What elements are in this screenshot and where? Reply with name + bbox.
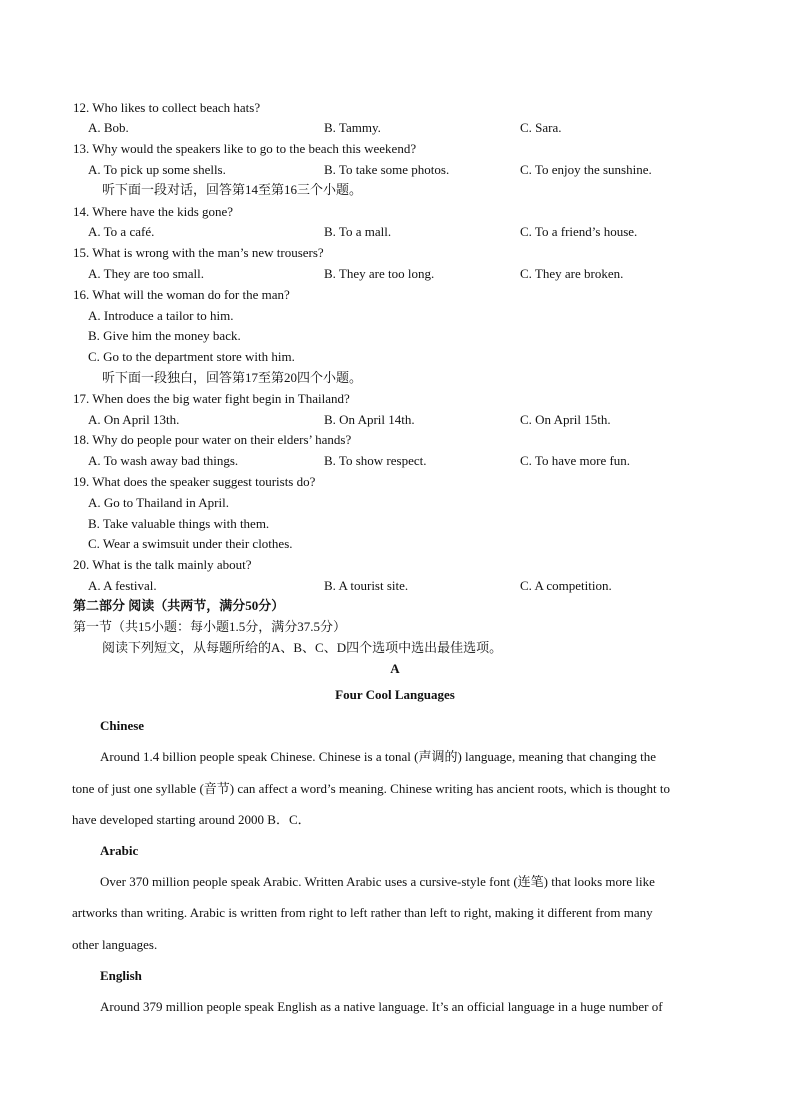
q17-option-a: A. On April 13th. [88,412,180,427]
q14-option-c: C. To a friend’s house. [520,224,638,239]
question-15: 15. What is wrong with the man’s new trousers? [73,245,324,260]
heading-english: English [100,968,142,983]
reading-directions: 阅读下列短文，从每题所给的A、B、C、D四个选项中选出最佳选项。 [102,640,503,655]
question-20: 20. What is the talk mainly about? [73,557,252,572]
q13-option-b: B. To take some photos. [324,162,450,177]
q15-option-c: C. They are broken. [520,266,624,281]
section-one-title: 第一节（共15小题：每小题1.5分，满分37.5分） [73,619,347,634]
heading-arabic: Arabic [100,843,139,858]
instruction-monologue-17-20: 听下面一段独白，回答第17至第20四个小题。 [102,370,363,385]
q12-option-c: C. Sara. [520,120,562,135]
paragraph-line: other languages. [72,937,158,952]
paragraph-line: artworks than writing. Arabic is written from right to left rather than left to right, making it different from many [72,905,653,920]
passage-title: Four Cool Languages [335,687,455,702]
paragraph-line: Around 1.4 billion people speak Chinese. Chinese is a tonal (声调的) language, meaning that changing the [100,749,656,764]
q20-option-b: B. A tourist site. [324,578,409,593]
q12-option-b: B. Tammy. [324,120,381,135]
question-19: 19. What does the speaker suggest tourists do? [73,474,316,489]
paragraph-line: tone of just one syllable (音节) can affect a word’s meaning. Chinese writing has ancient roots, which is thought to [72,781,670,796]
part-two-title: 第二部分 阅读（共两节，满分50分） [73,598,285,613]
q18-option-b: B. To show respect. [324,453,427,468]
q19-option-b: B. Take valuable things with them. [88,516,270,531]
q12-option-a: A. Bob. [88,120,129,135]
q18-option-c: C. To have more fun. [520,453,631,468]
instruction-dialog-14-16: 听下面一段对话，回答第14至第16三个小题。 [102,182,363,197]
q20-option-a: A. A festival. [88,578,157,593]
q16-option-c: C. Go to the department store with him. [88,349,295,364]
question-18: 18. Why do people pour water on their elders’ hands? [73,432,352,447]
question-17: 17. When does the big water fight begin in Thailand? [73,391,350,406]
q18-option-a: A. To wash away bad things. [88,453,239,468]
q13-option-a: A. To pick up some shells. [88,162,226,177]
q14-option-b: B. To a mall. [324,224,392,239]
q19-option-a: A. Go to Thailand in April. [88,495,229,510]
paragraph-line: Around 379 million people speak English as a native language. It’s an official language in a huge number of [100,999,663,1014]
question-14: 14. Where have the kids gone? [73,204,234,219]
question-16: 16. What will the woman do for the man? [73,287,290,302]
question-13: 13. Why would the speakers like to go to the beach this weekend? [73,141,417,156]
q17-option-b: B. On April 14th. [324,412,415,427]
q15-option-a: A. They are too small. [88,266,205,281]
paragraph-line: Over 370 million people speak Arabic. Written Arabic uses a cursive-style font (连笔) that looks more like [100,874,655,889]
passage-letter: A [390,661,400,676]
q15-option-b: B. They are too long. [324,266,435,281]
q13-option-c: C. To enjoy the sunshine. [520,162,652,177]
q19-option-c: C. Wear a swimsuit under their clothes. [88,536,293,551]
q16-option-b: B. Give him the money back. [88,328,241,343]
heading-chinese: Chinese [100,718,145,733]
paragraph-line: have developed starting around 2000 B．C． [72,812,311,827]
question-12: 12. Who likes to collect beach hats? [73,100,261,115]
q20-option-c: C. A competition. [520,578,612,593]
q17-option-c: C. On April 15th. [520,412,611,427]
q16-option-a: A. Introduce a tailor to him. [88,308,234,323]
q14-option-a: A. To a café. [88,224,155,239]
